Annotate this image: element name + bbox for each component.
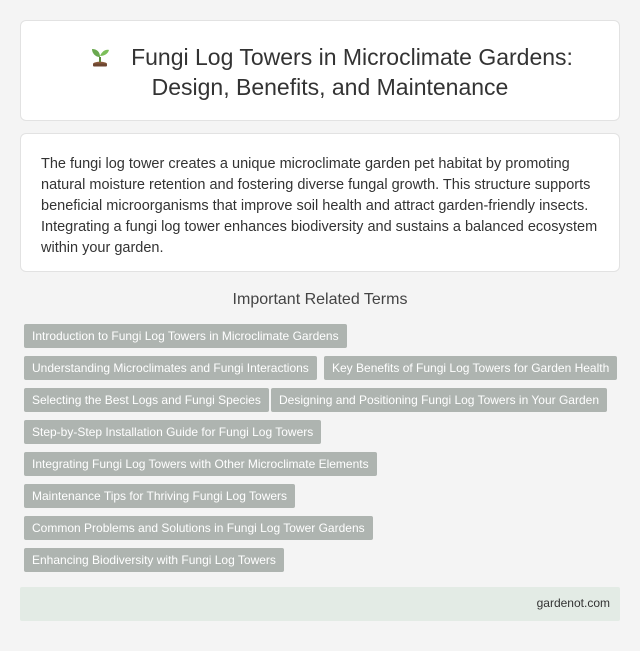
term-tag[interactable]: Integrating Fungi Log Towers with Other Microclimate Elements — [24, 452, 377, 476]
intro-card — [20, 133, 620, 272]
term-tag[interactable]: Selecting the Best Logs and Fungi Species — [24, 388, 269, 412]
related-terms-heading: Important Related Terms — [232, 291, 408, 308]
term-tag[interactable]: Key Benefits of Fungi Log Towers for Garden Health — [324, 356, 617, 380]
header-card — [20, 20, 620, 121]
page-title: Fungi Log Towers in Microclimate Gardens: Design, Benefits, and Maintenance — [131, 44, 573, 100]
sprout-icon — [87, 43, 113, 69]
term-tag[interactable]: Enhancing Biodiversity with Fungi Log Towers — [24, 548, 284, 572]
footer-site-link[interactable]: gardenot.com — [536, 596, 610, 610]
intro-text: The fungi log tower creates a unique microclimate garden pet habitat by promoting natural moisture retention and fostering diverse fungal growth. This structure supports beneficial microorganisms that improve soil health and attract garden-friendly insects. Integrating a fungi log tower enhances biodiversity and sustains a balanced ecosystem within your garden. — [41, 156, 598, 256]
page-title-wrap — [61, 42, 599, 102]
term-tag[interactable]: Understanding Microclimates and Fungi Interactions — [24, 356, 317, 380]
term-tag[interactable]: Common Problems and Solutions in Fungi Log Tower Gardens — [24, 516, 373, 540]
term-tag[interactable]: Designing and Positioning Fungi Log Towers in Your Garden — [271, 388, 607, 412]
term-tag[interactable]: Maintenance Tips for Thriving Fungi Log Towers — [24, 484, 295, 508]
term-tag[interactable]: Introduction to Fungi Log Towers in Microclimate Gardens — [24, 324, 347, 348]
term-tag[interactable]: Step-by-Step Installation Guide for Fungi Log Towers — [24, 420, 321, 444]
footer — [20, 587, 620, 621]
